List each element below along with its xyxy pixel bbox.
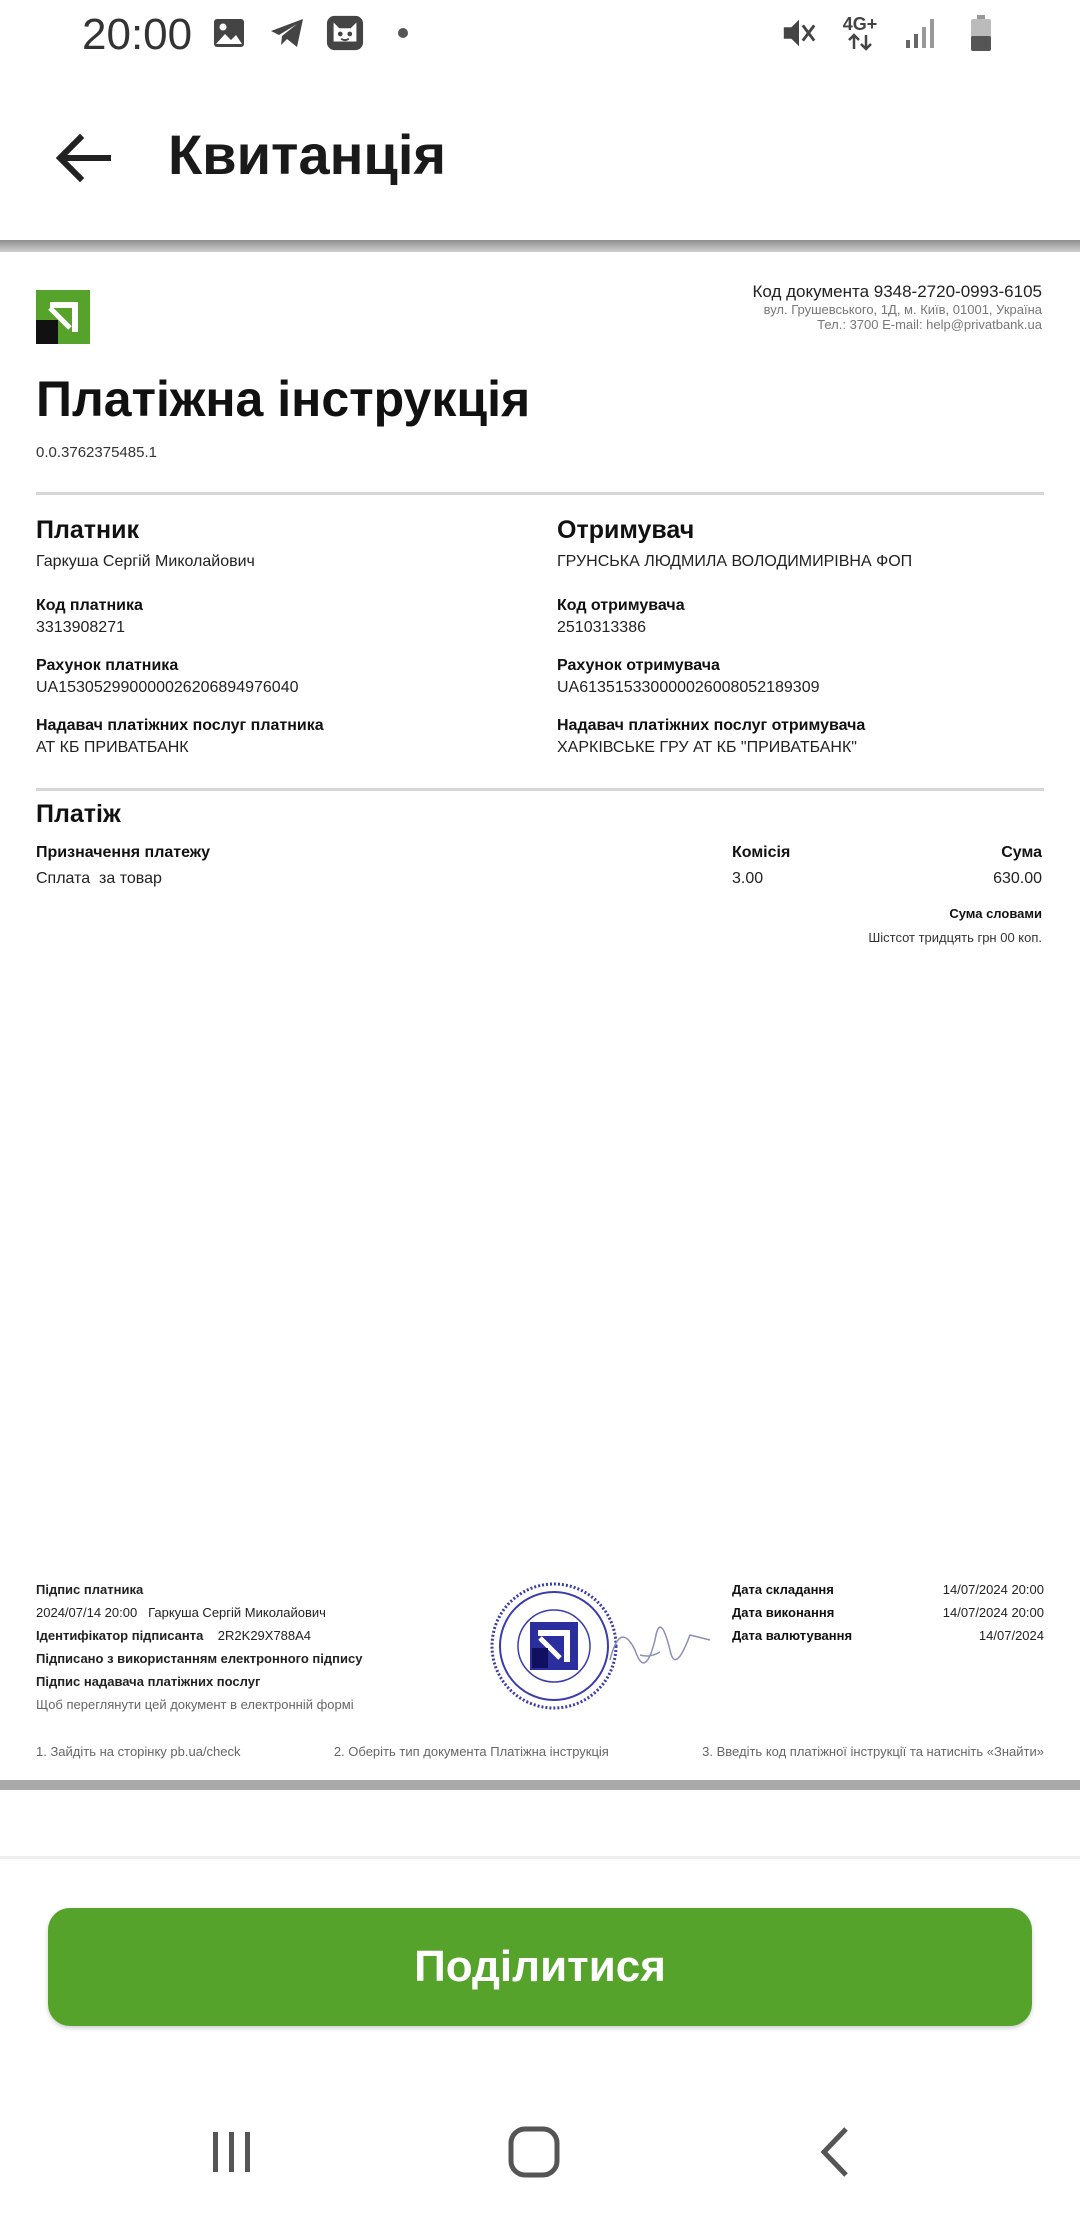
receipt-document[interactable] [0,252,1080,1780]
header-divider [0,240,1080,252]
arrow-left-icon [56,134,112,182]
sum-words-label: Сума словами [949,906,1042,921]
page-title: Квитанція [168,123,447,186]
share-button[interactable]: Поділитися [48,1908,1032,2026]
bottom-separator [0,1856,1080,1859]
fee-value: 3.00 [732,870,764,887]
date-created-row: Дата складання 14/07/2024 20:00 [732,1582,1044,1597]
payer-code-label: Код платника [36,597,143,614]
payer-provider: АТ КБ ПРИВАТБАНК [36,739,189,756]
app-header [0,72,1080,240]
receiver-provider: ХАРКІВСЬКЕ ГРУ АТ КБ "ПРИВАТБАНК" [557,739,857,756]
sig-datetime-line [36,1605,536,1620]
back-icon [816,2125,856,2179]
dot-icon [384,14,422,52]
receiver-code-label: Код отримувача [557,597,685,614]
receiver-code: 2510313386 [557,619,646,636]
receiver-provider-label: Надавач платіжних послуг отримувача [557,717,866,734]
telegram-icon [268,14,306,52]
mute-vibrate-icon [780,14,818,52]
view-note: Щоб переглянути цей документ в електронній формі [36,1697,354,1712]
network-4g-icon [840,14,880,52]
doc-number: 0.0.3762375485.1 [36,444,157,461]
payer-account: UA153052990000026206894976040 [36,679,299,696]
home-icon [507,2125,561,2179]
check-steps [36,1744,1044,1759]
date-value-row: Дата валютування 14/07/2024 [732,1628,1044,1643]
step-1: 1. Зайдіть на сторінку pb.ua/check [36,1744,241,1759]
signer-id: 2R2K29X788A4 [217,1628,312,1643]
receiver-title: Отримувач [557,516,695,544]
payer-account-label: Рахунок платника [36,657,179,674]
sig-datetime: 2024/07/14 20:00 [36,1605,138,1620]
step-2: 2. Оберіть тип документа Платіжна інструкція [333,1744,609,1759]
bank-address: вул. Грушевського, 1Д, м. Київ, 01001, Україна [763,302,1042,317]
sum-words-value: Шістсот тридцять грн 00 коп. [868,930,1042,945]
recent-apps-button[interactable] [192,2122,272,2182]
gallery-icon [210,14,248,52]
payer-title: Платник [36,516,139,544]
divider [36,788,1044,791]
network-label: 4G+ [842,14,878,34]
payer-section [36,516,536,757]
payer-name: Гаркуша Сергій Миколайович [36,553,255,570]
sum-value: 630.00 [993,870,1042,887]
payment-title: Платіж [36,800,121,828]
receiver-section [557,516,1057,757]
cat-app-icon [326,14,364,52]
receiver-account-label: Рахунок отримувача [557,657,720,674]
fee-label: Комісія [732,844,791,861]
receiver-account: UA613515330000026008052189309 [557,679,820,696]
status-bar [0,0,1080,72]
doc-title: Платіжна інструкція [36,371,531,427]
back-button[interactable] [50,124,118,192]
doc-meta [753,282,1043,332]
signed-with: Підписано з використанням електронного підпису [36,1651,363,1666]
payer-code: 3313908271 [36,619,125,636]
nav-back-button[interactable] [796,2122,876,2182]
privatbank-logo [36,290,90,344]
recent-apps-icon [207,2128,257,2176]
bank-contacts: Тел.: 3700 E-mail: help@privatbank.ua [817,317,1042,332]
payer-sig-label: Підпис платника [36,1582,144,1597]
sum-label: Сума [1001,844,1042,861]
system-nav-bar [0,2100,1080,2220]
divider [36,492,1044,495]
purpose-value: Сплата за товар [36,870,162,887]
purpose-label: Призначення платежу [36,844,211,861]
handwritten-signature [600,1580,720,1700]
document-bottom-edge [0,1780,1080,1790]
step-3: 3. Введіть код платіжної інструкції та натисніть «Знайти» [702,1744,1044,1759]
status-time: 20:00 [82,10,193,59]
sig-name: Гаркуша Сергій Миколайович [148,1605,326,1620]
signature-block [36,1582,536,1712]
dates-block [732,1582,1044,1651]
doc-code: Код документа 9348-2720-0993-6105 [752,282,1042,301]
payer-provider-label: Надавач платіжних послуг платника [36,717,324,734]
signer-id-line: Ідентифікатор підписанта 2R2K29X788A4 [36,1628,312,1643]
home-button[interactable] [494,2122,574,2182]
provider-sig-label: Підпис надавача платіжних послуг [36,1674,261,1689]
battery-icon [962,14,1000,52]
signal-icon [902,14,940,52]
date-executed-row: Дата виконання 14/07/2024 20:00 [732,1605,1044,1620]
status-left-icons [210,14,422,52]
status-right-icons [780,14,1000,52]
receiver-name: ГРУНСЬКА ЛЮДМИЛА ВОЛОДИМИРІВНА ФОП [557,553,913,570]
